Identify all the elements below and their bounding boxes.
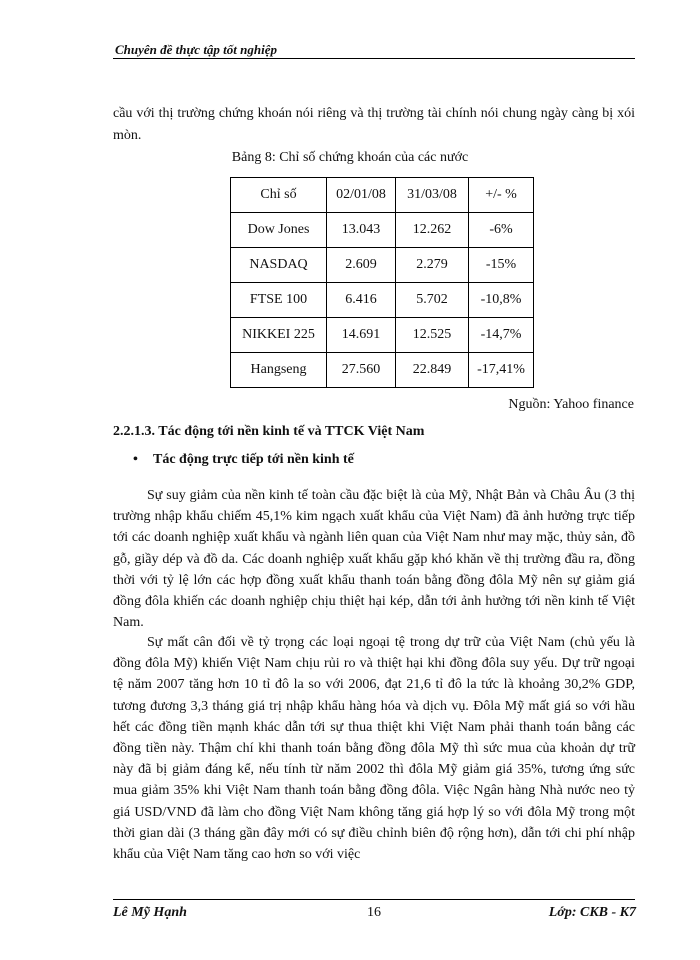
bullet-text: Tác động trực tiếp tới nền kinh tế xyxy=(153,452,354,467)
index-name-cell: Dow Jones xyxy=(231,213,327,248)
value-cell: 13.043 xyxy=(327,213,396,248)
change-cell: -17,41% xyxy=(469,353,534,388)
table-row xyxy=(231,213,534,248)
bullet-icon: • xyxy=(133,452,138,467)
value-cell: 5.702 xyxy=(396,283,469,318)
header-cell: 31/03/08 xyxy=(396,178,469,213)
value-cell: 6.416 xyxy=(327,283,396,318)
page-number: 16 xyxy=(367,905,381,920)
value-cell: 14.691 xyxy=(327,318,396,353)
footer-class: Lớp: CKB - K7 xyxy=(548,905,636,920)
index-name-cell: FTSE 100 xyxy=(231,283,327,318)
value-cell: 2.279 xyxy=(396,248,469,283)
header-cell: Chỉ số xyxy=(231,178,327,213)
value-cell: 12.262 xyxy=(396,213,469,248)
change-cell: -6% xyxy=(469,213,534,248)
value-cell: 27.560 xyxy=(327,353,396,388)
index-name-cell: NIKKEI 225 xyxy=(231,318,327,353)
table-row xyxy=(231,283,534,318)
bullet-item xyxy=(133,452,354,468)
table-row xyxy=(231,248,534,283)
header-title: Chuyên đề thực tập tốt nghiệp xyxy=(115,42,277,57)
index-name-cell: NASDAQ xyxy=(231,248,327,283)
header-cell: 02/01/08 xyxy=(327,178,396,213)
value-cell: 22.849 xyxy=(396,353,469,388)
change-cell: -14,7% xyxy=(469,318,534,353)
table-source: Nguồn: Yahoo finance xyxy=(508,397,634,412)
value-cell: 2.609 xyxy=(327,248,396,283)
header-divider xyxy=(113,58,635,59)
footer-divider xyxy=(113,899,635,900)
body-paragraph: Sự mất cân đối về tỷ trọng các loại ngoại tệ trong dự trữ của Việt Nam (chủ yếu là đồng đôla Mỹ) khiến Việt Nam chịu rủi ro và thiệt hại khi đồng đôla suy yếu. Dự trữ ngoại tệ năm 2007 tăng hơn 10 tỉ đô la so với 2006, đạt 21,6 tỉ đô la tức là khoảng 30,2% GDP, tương đương 3,3 tháng giá trị nhập khẩu hàng hóa và dịch vụ. Đôla Mỹ mất giá so với hầu hết các đồng tiền mạnh khác dẫn tới sự thua thiệt khi Việt Nam phải thanh toán bằng các đồng tiền này. Thậm chí khi thanh toán bằng đồng đôla Mỹ thì sức mua của khoản dự trữ này đã bị giảm đáng kể, nếu tính từ năm 2002 thì đôla Mỹ giảm giá 35%, tương ứng sức mua giảm 35% khi Việt Nam thanh toán bằng đồng đôla. Việc Ngân hàng Nhà nước neo tỷ giá USD/VND đã làm cho đồng Việt Nam không tăng giá hợp lý so với đôla Mỹ trong một thời gian dài (3 tháng gần đây mới có sự điều chỉnh biên độ rộng hơn), dẫn tới chi phí nhập khẩu của Việt Nam tăng cao hơn so với việc xyxy=(113,635,635,863)
change-cell: -15% xyxy=(469,248,534,283)
table-row xyxy=(231,318,534,353)
stock-index-table xyxy=(230,177,534,388)
footer-author: Lê Mỹ Hạnh xyxy=(113,905,187,920)
section-heading: 2.2.1.3. Tác động tới nền kinh tế và TTCK Việt Nam xyxy=(113,424,425,439)
table-caption: Bảng 8: Chỉ số chứng khoán của các nước xyxy=(231,150,469,165)
value-cell: 12.525 xyxy=(396,318,469,353)
index-name-cell: Hangseng xyxy=(231,353,327,388)
change-cell: -10,8% xyxy=(469,283,534,318)
table-header-row xyxy=(231,178,534,213)
intro-paragraph: cầu với thị trường chứng khoán nói riêng và thị trường tài chính nói chung ngày càng bị xói mòn. xyxy=(113,106,635,143)
header-cell: +/- % xyxy=(469,178,534,213)
table-row xyxy=(231,353,534,388)
body-paragraph: Sự suy giảm của nền kinh tế toàn cầu đặc biệt là của Mỹ, Nhật Bản và Châu Âu (3 thị trường nhập khẩu chiếm 45,1% kim ngạch xuất khẩu của Việt Nam) đã ảnh hưởng trực tiếp tới các doanh nghiệp xuất khẩu và ngành liên quan của Việt Nam như may mặc, thủy sản, đồ gỗ, giầy dép và đồ da. Các doanh nghiệp xuất khẩu gặp khó khăn về thị trường đầu ra, đồng thời với tỷ lệ lớn các hợp đồng xuất khẩu thanh toán bằng đồng đôla Mỹ nên sự giảm giá đồng đôla khiến các doanh nghiệp chịu thiệt hại kép, dẫn tới ảnh hưởng tới nền kinh tế Việt Nam. xyxy=(113,488,635,631)
